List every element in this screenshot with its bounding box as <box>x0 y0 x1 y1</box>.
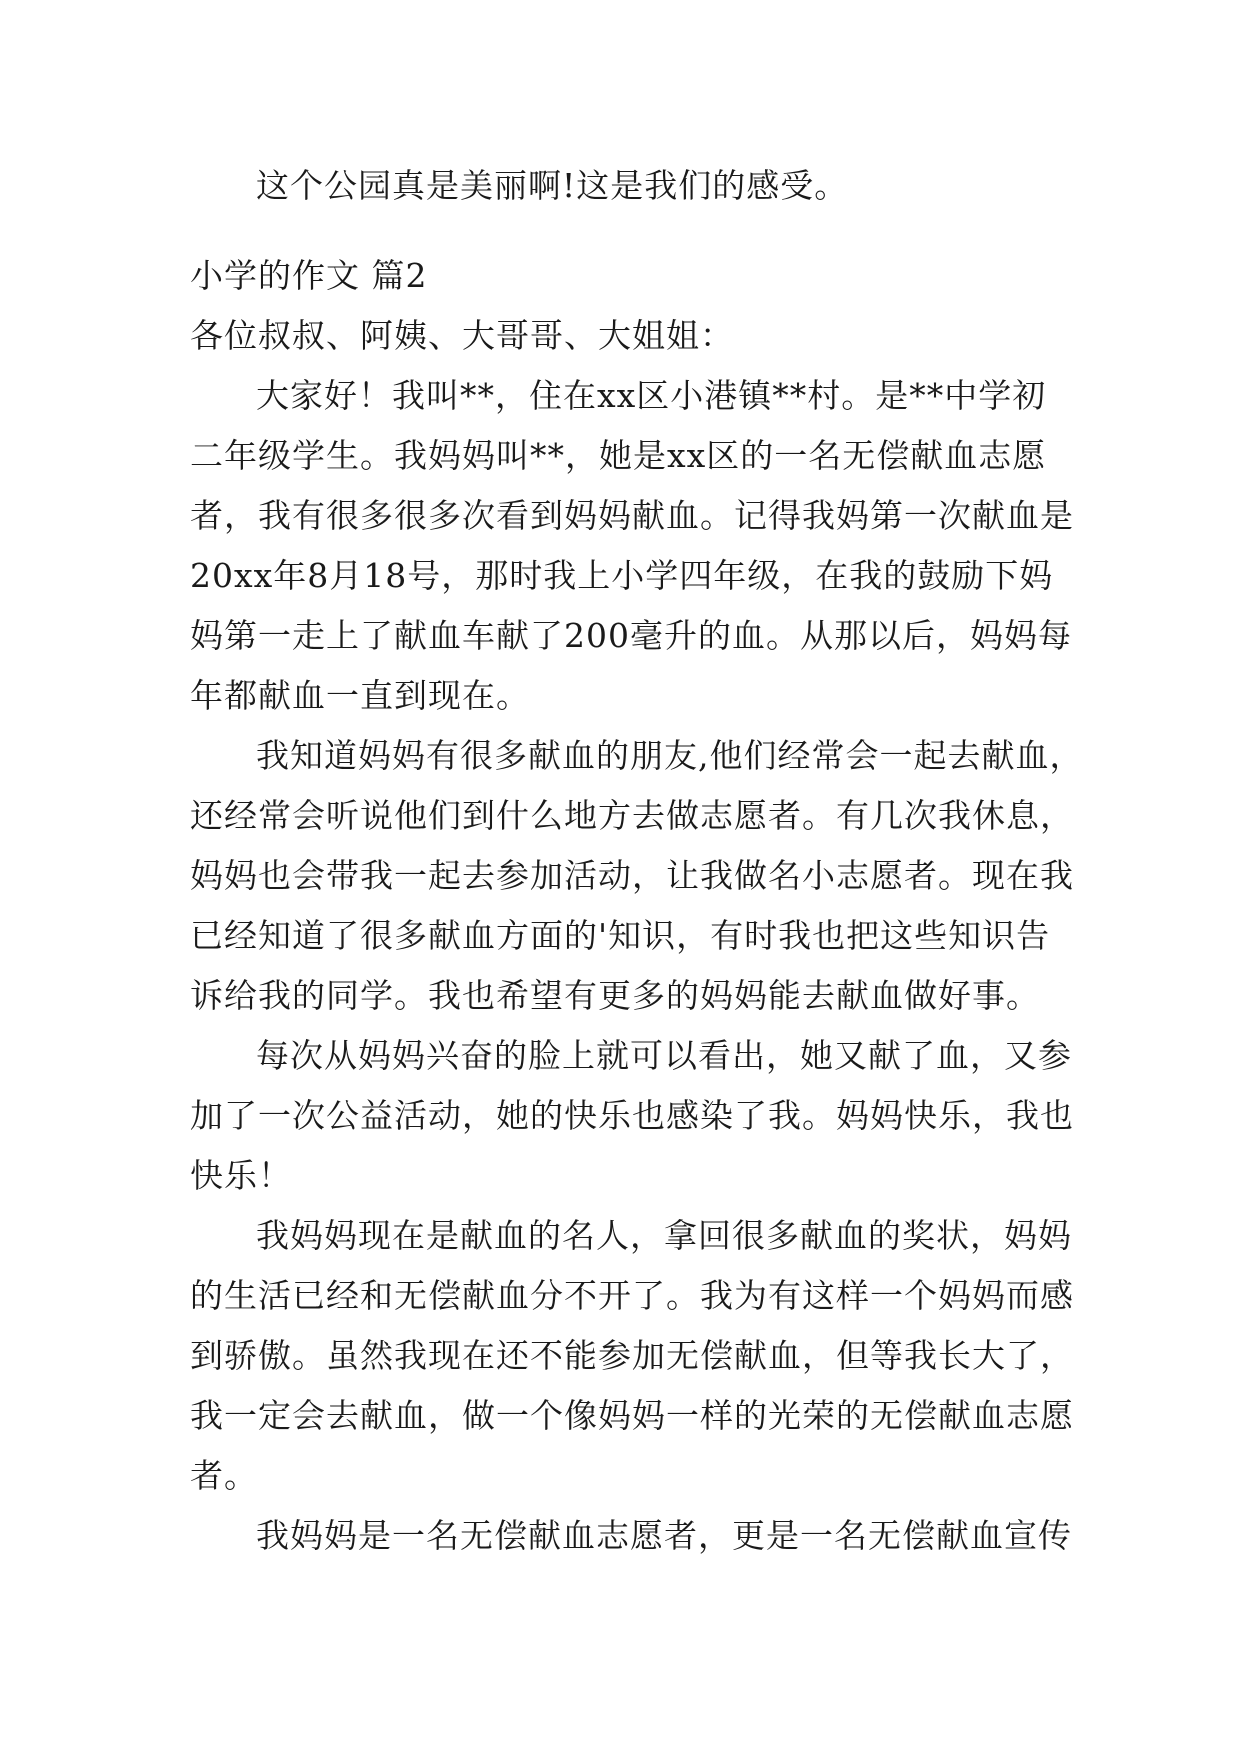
paragraph-line: 我一定会去献血，做一个像妈妈一样的光荣的无偿献血志愿 <box>190 1396 1074 1435</box>
paragraph-line: 诉给我的同学。我也希望有更多的妈妈能去献血做好事。 <box>190 976 1040 1015</box>
paragraph-line: 这个公园真是美丽啊!这是我们的感受。 <box>256 166 849 205</box>
paragraph-line: 快乐！ <box>190 1156 292 1195</box>
paragraph-line: 的生活已经和无偿献血分不开了。我为有这样一个妈妈而感 <box>190 1276 1074 1315</box>
paragraph-line: 二年级学生。我妈妈叫**，她是xx区的一名无偿献血志愿 <box>190 436 1047 475</box>
paragraph-line: 妈第一走上了献血车献了200毫升的血。从那以后，妈妈每 <box>190 616 1072 655</box>
paragraph-line: 妈妈也会带我一起去参加活动，让我做名小志愿者。现在我 <box>190 856 1074 895</box>
paragraph-line: 我妈妈是一名无偿献血志愿者，更是一名无偿献血宣传 <box>256 1516 1072 1555</box>
paragraph-line: 已经知道了很多献血方面的'知识，有时我也把这些知识告 <box>190 916 1051 955</box>
paragraph-line: 到骄傲。虽然我现在还不能参加无偿献血，但等我长大了， <box>190 1336 1074 1375</box>
paragraph-line: 年都献血一直到现在。 <box>190 676 530 715</box>
section-heading: 小学的作文 篇2 <box>190 256 428 295</box>
paragraph-line: 加了一次公益活动，她的快乐也感染了我。妈妈快乐，我也 <box>190 1096 1074 1135</box>
paragraph-line: 者。 <box>190 1456 258 1495</box>
paragraph-line: 大家好！我叫**，住在xx区小港镇**村。是**中学初 <box>256 376 1047 415</box>
salutation: 各位叔叔、阿姨、大哥哥、大姐姐： <box>190 316 734 355</box>
paragraph-line: 每次从妈妈兴奋的脸上就可以看出，她又献了血，又参 <box>256 1036 1072 1075</box>
paragraph-line: 20xx年8月18号，那时我上小学四年级，在我的鼓励下妈 <box>190 556 1054 595</box>
paragraph-line: 还经常会听说他们到什么地方去做志愿者。有几次我休息， <box>190 796 1074 835</box>
paragraph-line: 我知道妈妈有很多献血的朋友,他们经常会一起去献血， <box>256 736 1084 775</box>
paragraph-line: 我妈妈现在是献血的名人，拿回很多献血的奖状，妈妈 <box>256 1216 1072 1255</box>
paragraph-line: 者，我有很多很多次看到妈妈献血。记得我妈第一次献血是 <box>190 496 1074 535</box>
